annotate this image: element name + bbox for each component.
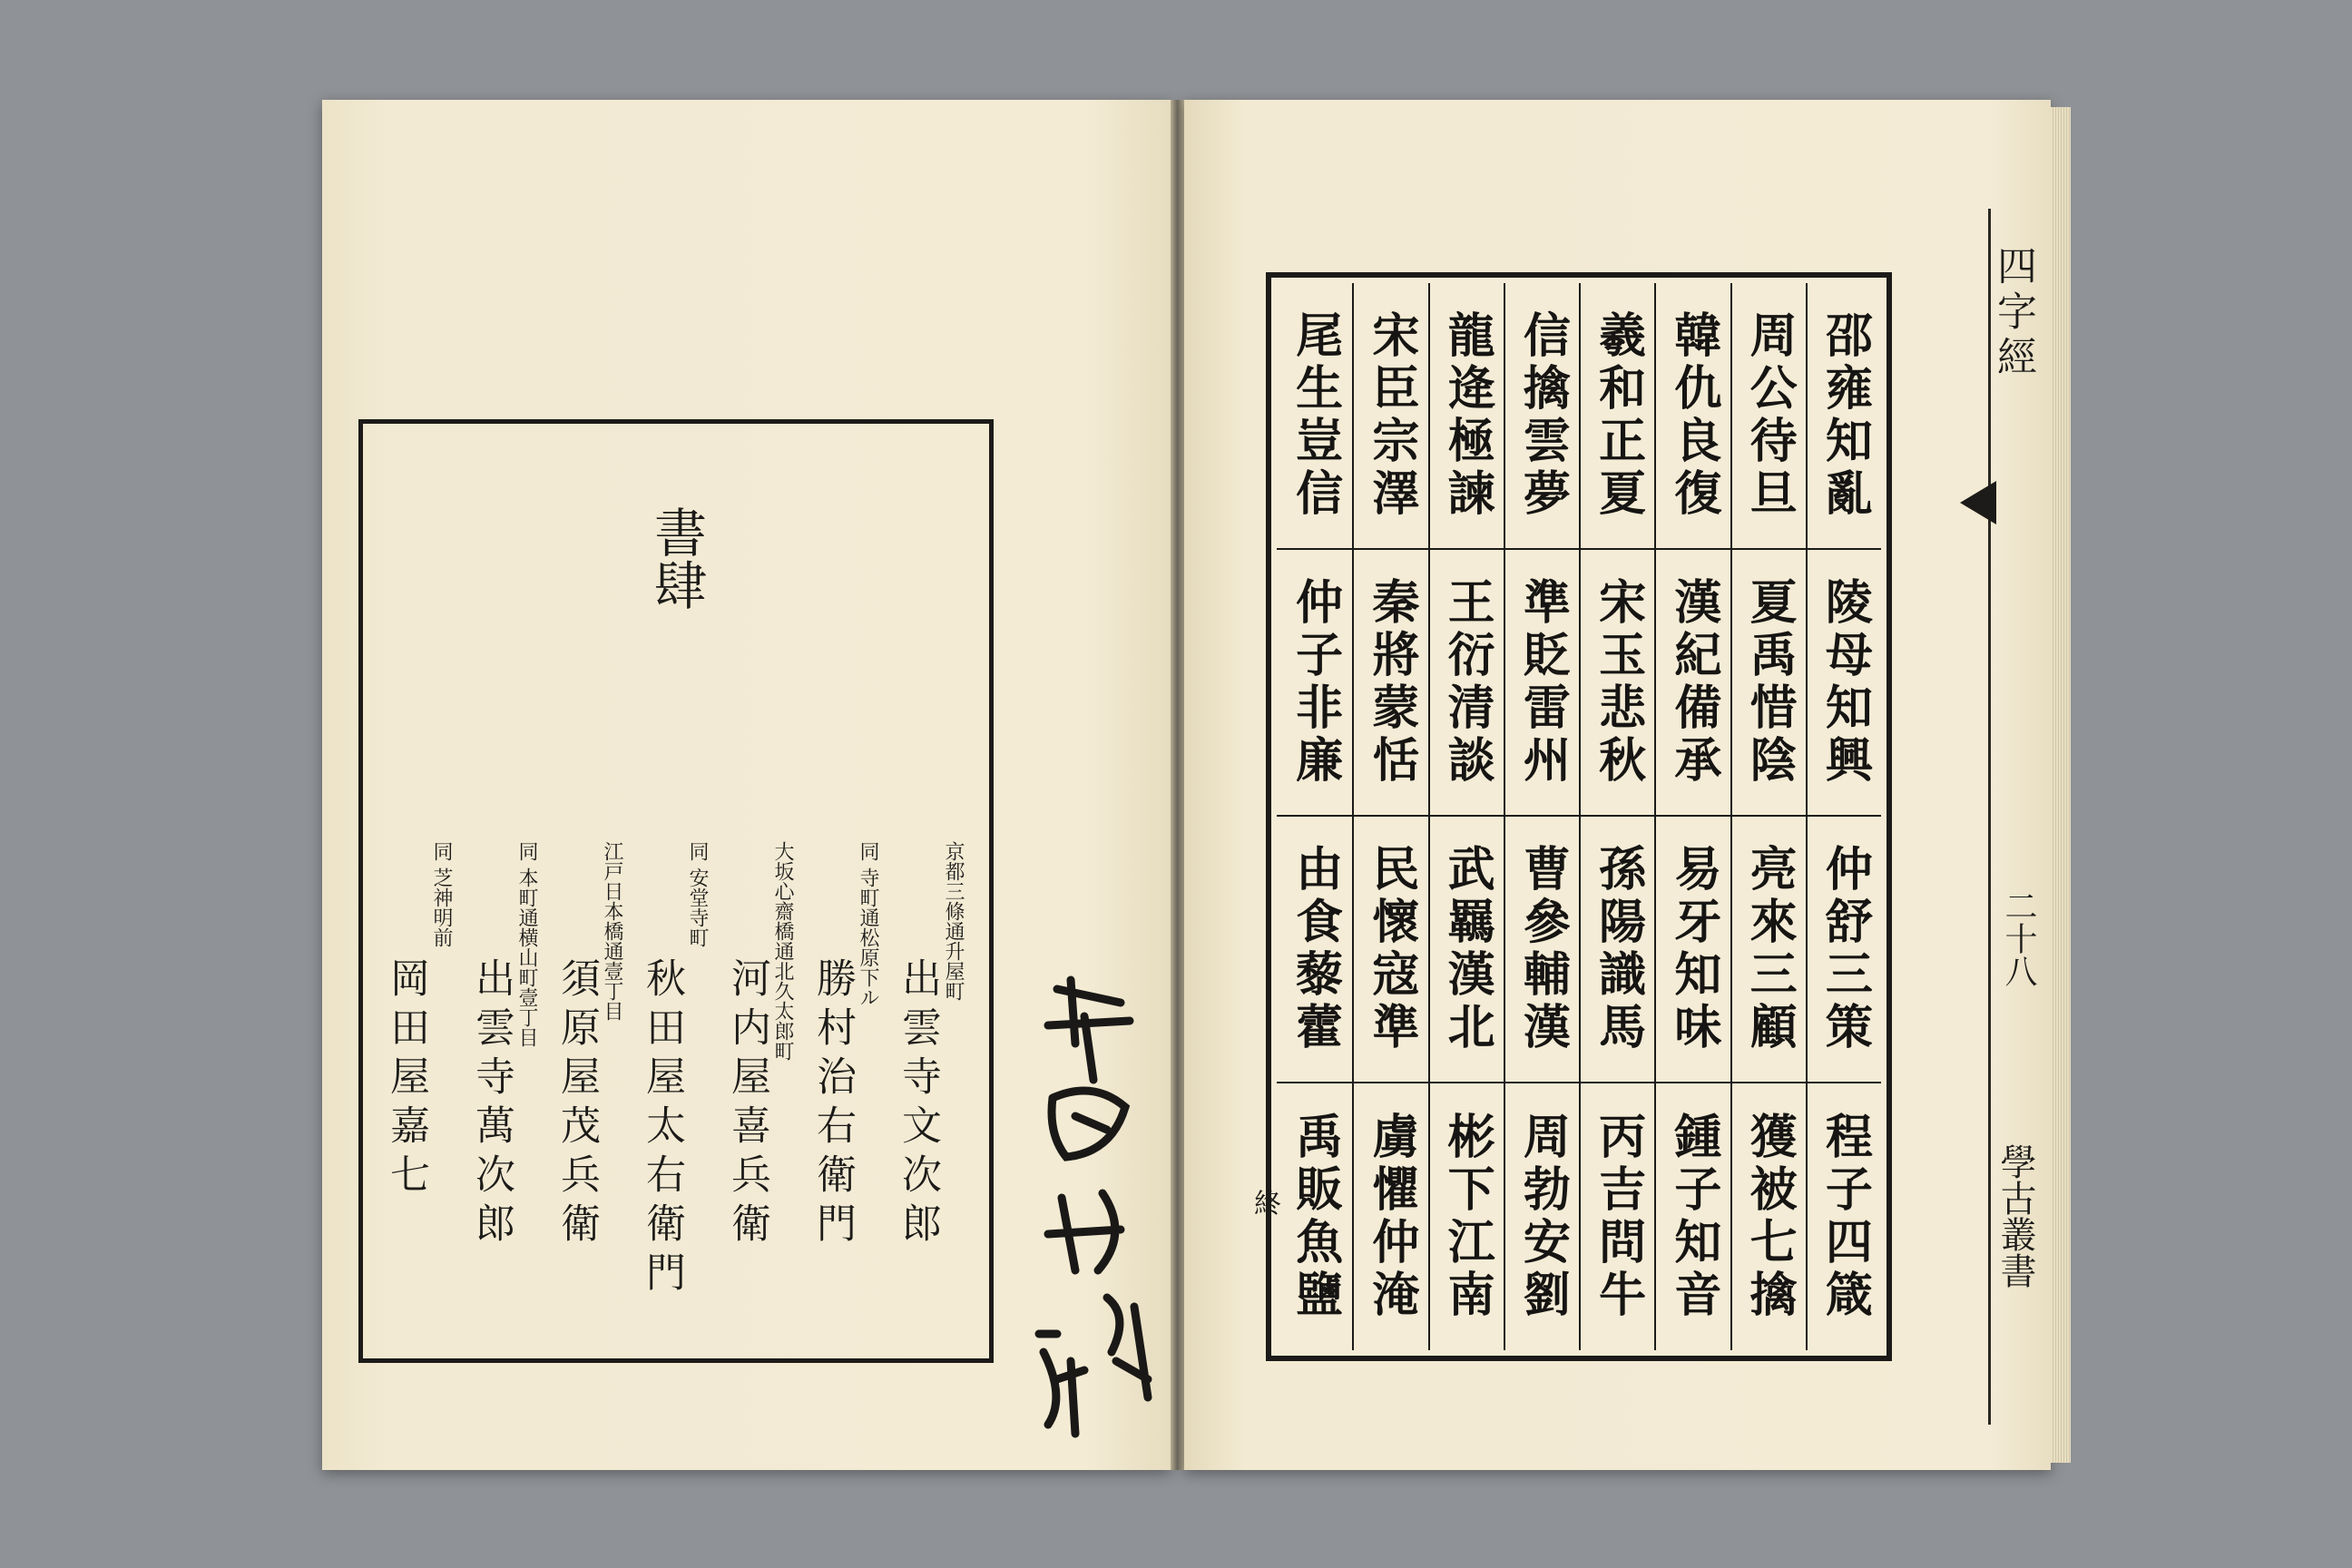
text-cell: 龍逄極諫	[1428, 283, 1504, 550]
text-cell: 仲舒三策	[1806, 817, 1881, 1083]
text-cell: 仲子非廉	[1277, 550, 1352, 817]
text-cell: 周公待旦	[1730, 283, 1806, 550]
publisher-address: 大坂心齋橋通北久太郎町	[771, 841, 794, 1061]
text-cell: 亮來三顧	[1730, 817, 1806, 1083]
text-cell: 易牙知味	[1654, 817, 1730, 1083]
text-grid	[1277, 283, 1881, 1350]
margin-title: 四字經	[1990, 245, 2036, 381]
colophon-box	[358, 419, 994, 1363]
publisher-name: 岡田屋嘉七	[383, 957, 429, 1202]
text-frame	[1266, 272, 1892, 1361]
publisher-entry	[383, 841, 452, 1349]
publisher-address: 同 芝神明前	[430, 841, 453, 947]
publisher-name: 河内屋喜兵衛	[724, 957, 770, 1251]
colophon-heading: 書肆	[645, 505, 707, 611]
publisher-name: 須原屋茂兵衛	[554, 957, 600, 1251]
fold-mark-icon	[1960, 481, 1996, 524]
text-cell: 虜懼仲淹	[1352, 1083, 1427, 1350]
text-cell: 邵雍知亂	[1806, 283, 1881, 550]
publisher-address: 同 安堂寺町	[686, 841, 709, 947]
publisher-name: 勝村治右衛門	[809, 957, 856, 1251]
text-cell: 孫陽識馬	[1579, 817, 1654, 1083]
publisher-address: 江戸日本橋通壹丁目	[601, 841, 623, 1021]
right-page	[1184, 100, 2051, 1470]
margin-series-title: 學古叢書	[1994, 1143, 2036, 1289]
text-cell: 鍾子知音	[1654, 1083, 1730, 1350]
text-cell: 羲和正夏	[1579, 283, 1654, 550]
text-cell: 王衍清談	[1428, 550, 1504, 817]
text-cell: 獲被七擒	[1730, 1083, 1806, 1350]
text-cell: 禹販魚鹽	[1287, 1112, 1343, 1322]
text-cell: 秦將蒙恬	[1352, 550, 1427, 817]
text-cell: 由食藜藿	[1277, 817, 1352, 1083]
text-cell: 夏禹惜陰	[1730, 550, 1806, 817]
publisher-entry	[639, 841, 708, 1349]
publisher-entry	[809, 841, 878, 1349]
text-cell: 漢紀備承	[1654, 550, 1730, 817]
text-cell: 信擒雲夢	[1504, 283, 1579, 550]
left-page	[322, 100, 1171, 1470]
text-cell: 尾生豈信	[1277, 283, 1352, 550]
margin-folio-number: 二十八	[2000, 889, 2037, 987]
publisher-name: 秋田屋太右衛門	[639, 957, 685, 1300]
text-cell: 周勃安劉	[1504, 1083, 1579, 1350]
owner-inscription-signature	[1021, 971, 1166, 1461]
text-cell: 宋玉悲秋	[1579, 550, 1654, 817]
text-cell: 程子四箴	[1806, 1083, 1881, 1350]
text-cell: 韓仇良復	[1654, 283, 1730, 550]
page-edges	[2051, 107, 2071, 1463]
publisher-name: 出雲寺萬次郎	[468, 957, 514, 1251]
text-cell: 丙吉問牛	[1579, 1083, 1654, 1350]
publisher-name: 出雲寺文次郎	[895, 957, 941, 1251]
publisher-address: 京都三條通升屋町	[942, 841, 965, 1001]
text-cell: 宋臣宗澤	[1352, 283, 1427, 550]
text-cell: 曹參輔漢	[1504, 817, 1579, 1083]
publisher-entry	[468, 841, 537, 1349]
text-cell: 民懷寇準	[1352, 817, 1427, 1083]
text-cell: 武羈漢北	[1428, 817, 1504, 1083]
open-book	[322, 100, 2051, 1470]
book-gutter	[1171, 100, 1184, 1470]
publisher-address: 同 寺町通松原下ル	[857, 841, 879, 1007]
text-cell: 彬下江南	[1428, 1083, 1504, 1350]
text-cell: 陵母知興	[1806, 550, 1881, 817]
publisher-entry	[554, 841, 622, 1349]
publisher-entry	[895, 841, 964, 1349]
end-mark: 終	[1249, 1189, 1280, 1216]
publisher-list	[383, 841, 964, 1349]
publisher-entry	[724, 841, 793, 1349]
publisher-address: 同 本町通横山町壹丁目	[515, 841, 538, 1047]
text-cell: 準貶雷州	[1504, 550, 1579, 817]
